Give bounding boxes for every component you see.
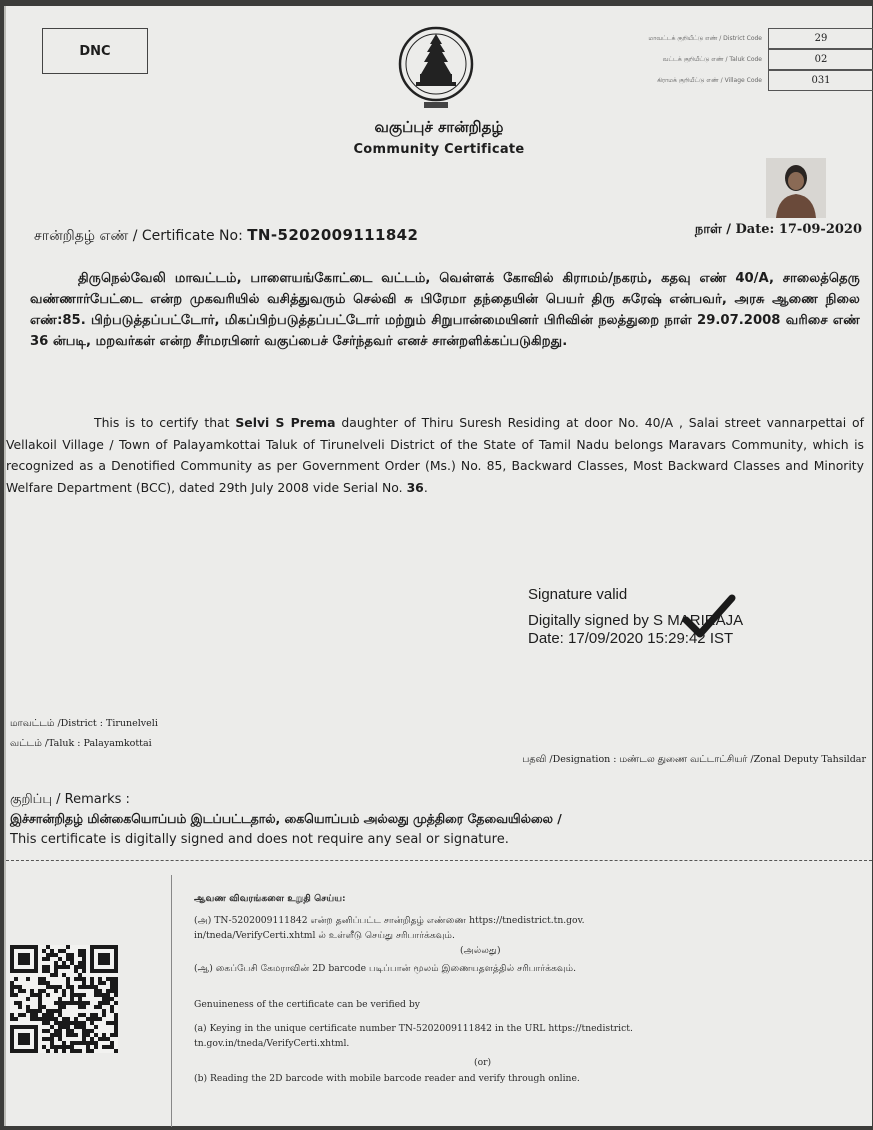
certificate-number [34, 226, 418, 246]
verification-box [171, 875, 868, 1127]
english-middle: daughter of Thiru Suresh Residing at door No. 40/A , Salai street vannarpettai of Vellakoil Village / Town of Palayamkottai Taluk of Tirunelveli District of the State of Tamil Nadu belongs Maravars Community, which is recognized as a Denotified Community as per Government Order (Ms.) No. 85, Backward Classes, Most Backward Classes and Minority Welfare Department (BCC), dated 29th July 2008 vide Serial No. [6, 415, 864, 495]
certificate-date [695, 222, 862, 238]
certificate-number-value: TN-5202009111842 [247, 226, 419, 244]
district-code-value: 29 [768, 28, 873, 49]
signed-by: Digitally signed by S MARIRAJA [528, 612, 744, 629]
title-tamil: வகுப்புச் சான்றிதழ் [374, 118, 504, 136]
district-line: மாவட்டம் /District : Tirunelveli [10, 718, 158, 729]
remarks-tamil: இச்சான்றிதழ் மின்கையொப்பம் இடப்பட்டதால், கையொப்பம் அல்லது முத்திரை தேவையில்லை / [10, 811, 562, 826]
verification-en-or: (or) [474, 1057, 492, 1068]
tamil-paragraph: திருநெல்வேலி மாவட்டம், பாளையங்கோட்டை வட்டம், வெள்ளக் கோவில் கிராமம்/நகரம், கதவு எண் 40/A, சாலைத்தெரு வண்ணார்பேட்டை என்ற முகவரியில் வசித்துவரும் செல்வி சு பிரேமா தந்தையின் பெயர் திரு சுரேஷ் என்பவர், அரசு ஆணை நிலை எண்:85. பிற்படுத்தப்பட்டோர், மிகப்பிற்படுத்தப்பட்டோர் மற்றும் சிறுபான்மையினர் பிரிவின் நலத்துறை நாள் 29.07.2008 வரிசை எண் 36 ன்படி, மறவர்கள் என்ற சீர்மரபினர் வகுப்பைச் சேர்ந்தவர் எனச் சான்றளிக்கப்படுகிறது. [30, 271, 860, 349]
verification-ta-b: (ஆ) கைப்பேசி கேமராவின் 2D barcode படிப்பான் மூலம் இணையதளத்தில் சரிபார்க்கவும். [194, 963, 577, 974]
village-code-label: கிராமக் குறியீட்டு எண் / Village Code [657, 76, 762, 84]
verification-ta-or: (அல்லது) [460, 945, 501, 956]
serial-number: 36 [406, 479, 424, 495]
check-mark-icon [682, 594, 736, 642]
tamil-nadu-emblem-icon [396, 22, 476, 114]
certificate-number-label: சான்றிதழ் எண் / Certificate No: [34, 228, 243, 244]
english-intro: This is to certify that [94, 415, 230, 430]
designation-line: பதவி /Designation : மண்டல துணை வட்டாட்சியர் /Zonal Deputy Tahsildar [522, 754, 866, 765]
verification-section [6, 860, 872, 1127]
taluk-code-label: வட்டக் குறியீட்டு எண் / Taluk Code [662, 55, 762, 63]
english-end: . [423, 479, 428, 495]
verification-en-b: (b) Reading the 2D barcode with mobile barcode reader and verify through online. [194, 1073, 580, 1084]
verification-ta-heading: ஆவண விவரங்களை உறுதி செய்ய: [194, 893, 346, 904]
district-code-label: மாவட்டக் குறியீட்டு எண் / District Code [648, 34, 762, 42]
applicant-photo [766, 158, 826, 218]
certificate-date-label: நாள் / Date: [694, 222, 775, 237]
signature-date: Date: 17/09/2020 15:29:42 IST [528, 630, 734, 647]
remarks-heading: குறிப்பு / Remarks : [10, 792, 130, 807]
remarks-english: This certificate is digitally signed and does not require any seal or signature. [10, 832, 509, 847]
verification-ta-a2: in/tneda/VerifyCerti.xhtml ல் உள்ளீடு செய்து சரிபார்க்கவும். [194, 930, 455, 941]
verification-en-a2: tn.gov.in/tneda/VerifyCerti.xhtml. [194, 1038, 350, 1049]
village-code-row [546, 70, 873, 91]
code-panel [546, 28, 873, 91]
certificate-sheet [4, 6, 872, 1126]
taluk-code-row [546, 49, 873, 70]
verification-en-a1: (a) Keying in the unique certificate number TN-5202009111842 in the URL https://tnedistrict. [194, 1023, 633, 1034]
taluk-code-value: 02 [768, 49, 873, 70]
verification-en-heading: Genuineness of the certificate can be verified by [194, 999, 420, 1010]
qr-code[interactable] [10, 945, 118, 1053]
district-code-row [546, 28, 873, 49]
village-code-value: 031 [768, 70, 873, 91]
applicant-name: Selvi S Prema [235, 415, 336, 430]
english-paragraph [6, 412, 864, 498]
taluk-line: வட்டம் /Taluk : Palayamkottai [10, 738, 152, 749]
certificate-date-value: 17-09-2020 [778, 222, 862, 237]
dnc-box: DNC [42, 28, 148, 74]
title-english: Community Certificate [353, 142, 525, 157]
verification-ta-a1: (அ) TN-5202009111842 என்ற தனிப்பட்ட சான்றிதழ் எண்ணை https://tnedistrict.tn.gov. [194, 915, 585, 926]
signature-valid: Signature valid [528, 586, 628, 603]
